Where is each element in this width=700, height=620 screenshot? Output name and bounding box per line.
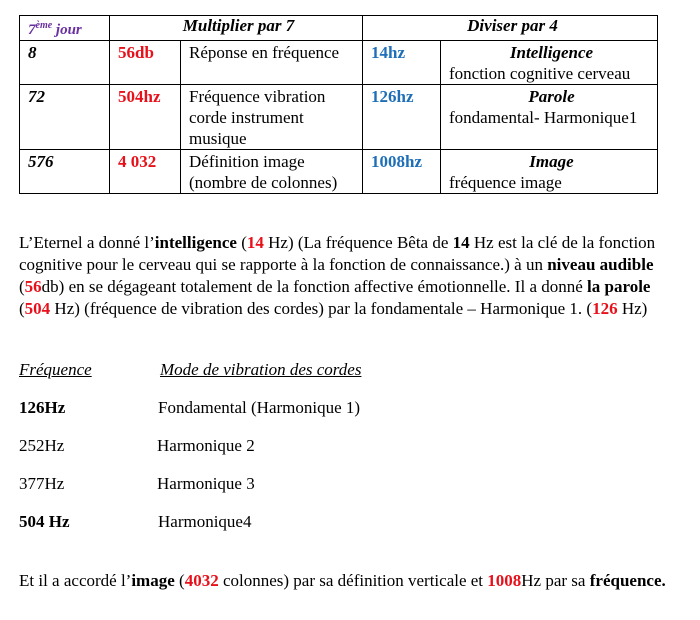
table-header-row — [20, 16, 658, 41]
keyword-frequence: fréquence. — [589, 571, 666, 590]
text-run: Hz) (fréquence de vibration des cordes) par la fondamentale – Harmonique 1. ( — [50, 299, 593, 318]
day-cell: 72 — [20, 85, 110, 150]
keyword-niveau-audible: niveau audible — [547, 255, 654, 274]
text-run: colonnes) par sa définition verticale et — [218, 571, 488, 590]
harmonic-row — [19, 473, 255, 495]
closing-paragraph — [19, 568, 679, 594]
category-title: Intelligence — [509, 43, 594, 62]
mode-column-header: Mode de vibration des cordes — [160, 360, 362, 379]
frequency-header-label: Fréquence — [19, 360, 92, 379]
harmonic-row — [19, 511, 251, 533]
table-row — [20, 150, 658, 194]
table-row — [20, 85, 658, 150]
day-word: jour — [55, 22, 82, 38]
day-header — [28, 22, 82, 38]
intro-paragraph — [19, 232, 659, 320]
text-run: ( — [174, 571, 185, 590]
day-superscript: ème — [35, 20, 53, 31]
value-14: 14 — [246, 233, 264, 252]
value-504: 504 — [24, 299, 51, 318]
div-value-cell: 14hz — [363, 41, 441, 85]
text-run: L’Eternel a donné l’ — [19, 233, 155, 252]
text-run: Hz) — [617, 299, 648, 318]
mult-desc-cell: Fréquence vibration corde instrument musique — [181, 85, 363, 150]
harmonic-mode: Fondamental (Harmonique 1) — [158, 398, 361, 417]
harmonic-row — [19, 435, 255, 457]
value-56: 56 — [24, 277, 42, 296]
harmonic-mode: Harmonique 3 — [157, 474, 255, 493]
day-cell: 8 — [20, 41, 110, 85]
harmonic-row — [19, 397, 360, 419]
harmonic-mode: Harmonique 2 — [157, 436, 255, 455]
category-cell — [441, 150, 658, 194]
divide-header: Diviser par 4 — [363, 16, 658, 41]
harmonic-frequency: 126Hz — [19, 398, 66, 417]
keyword-image: image — [131, 571, 175, 590]
text-run: ( — [19, 299, 25, 318]
value-4032: 4032 — [184, 571, 219, 590]
category-title: Parole — [528, 87, 575, 106]
category-cell — [441, 41, 658, 85]
div-value-cell: 126hz — [363, 85, 441, 150]
value-1008: 1008 — [487, 571, 522, 590]
text-run: Hz par sa — [521, 571, 590, 590]
day-cell: 576 — [20, 150, 110, 194]
frequency-column-header — [19, 360, 102, 380]
frequency-table — [19, 15, 658, 194]
harmonic-frequency: 252Hz — [19, 436, 65, 455]
value-126: 126 — [592, 299, 618, 318]
day-header-cell — [20, 16, 110, 41]
harmonic-frequency: 377Hz — [19, 474, 65, 493]
mult-value-cell: 504hz — [110, 85, 181, 150]
text-run: db) en se dégageant totalement de la fonction affective émotionnelle. Il a donné — [41, 277, 588, 296]
harmonic-mode: Harmonique4 — [158, 512, 252, 531]
multiply-header: Multiplier par 7 — [110, 16, 363, 41]
mult-value-cell: 56db — [110, 41, 181, 85]
text-run: ( — [19, 277, 25, 296]
category-cell — [441, 85, 658, 150]
category-desc: fonction cognitive cerveau — [449, 64, 631, 83]
mult-desc-cell: Réponse en fréquence — [181, 41, 363, 85]
day-number: 7 — [28, 22, 36, 38]
value-14-bold: 14 — [452, 233, 470, 252]
keyword-parole: la parole — [587, 277, 651, 296]
div-value-cell: 1008hz — [363, 150, 441, 194]
category-desc: fondamental- Harmonique1 — [449, 108, 638, 127]
text-run: Et il a accordé l’ — [19, 571, 132, 590]
table-row — [20, 41, 658, 85]
keyword-intelligence: intelligence — [154, 233, 237, 252]
text-run: ( — [236, 233, 247, 252]
mult-desc-cell: Définition image (nombre de colonnes) — [181, 150, 363, 194]
harmonic-frequency: 504 Hz — [19, 512, 70, 531]
category-desc: fréquence image — [449, 173, 562, 192]
text-run: Hz est la clé de la fonction cognitive pour le cerveau qui se rapporte à la fonction de connaissance.) à un — [19, 233, 656, 274]
category-title: Image — [529, 152, 574, 171]
mult-value-cell: 4 032 — [110, 150, 181, 194]
text-run: Hz) (La fréquence Bêta de — [263, 233, 453, 252]
